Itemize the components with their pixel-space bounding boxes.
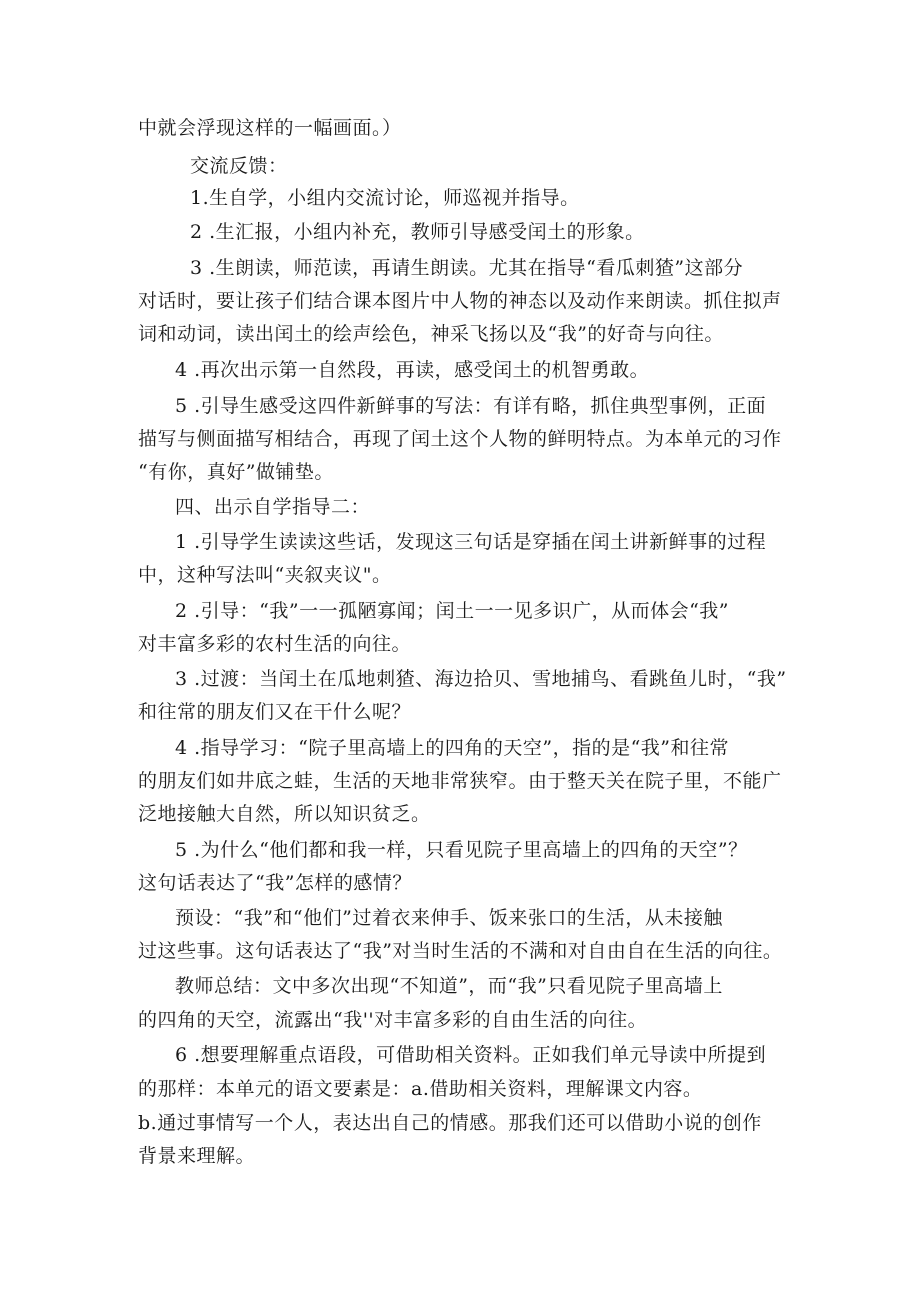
text-line: 过这些事。这句话表达了“我”对当时生活的不满和对自由自在生活的向往。 bbox=[138, 940, 783, 962]
text-line: 交流反馈： bbox=[190, 155, 288, 177]
text-line: 中，这种写法叫“夹叙夹议"。 bbox=[138, 564, 392, 586]
text-line: 对话时，要让孩子们结合课本图片中人物的神态以及动作来朗读。抓住拟声 bbox=[138, 290, 782, 312]
text-line: 1 .引导学生读读这些话，发现这三句话是穿插在闰土讲新鲜事的过程 bbox=[175, 531, 767, 553]
text-line: 预设：“我”和“他们”过着衣来伸手、饭来张口的生活，从未接触 bbox=[175, 907, 723, 929]
text-line: 的朋友们如井底之蛙，生活的天地非常狭窄。由于整天关在院子里，不能广 bbox=[138, 770, 782, 792]
text-line: 2 .生汇报，小组内补充，教师引导感受闰土的形象。 bbox=[190, 221, 645, 243]
text-line: 2 .引导：“我”一一孤陋寡闻；闰土一一见多识广，从而体会“我” bbox=[175, 600, 730, 622]
text-line: b.通过事情写一个人，表达出自己的情感。那我们还可以借助小说的创作 bbox=[138, 1112, 762, 1134]
text-line: 教师总结：文中多次出现“不知道”，而“我”只看见院子里高墙上 bbox=[175, 975, 723, 997]
section-heading: 四、出示自学指导二： bbox=[175, 496, 371, 518]
text-line: 的四角的天空，流露出“我''对丰富多彩的自由生活的向往。 bbox=[138, 1009, 648, 1031]
text-line: 描写与侧面描写相结合，再现了闰土这个人物的鲜明特点。为本单元的习作 bbox=[138, 428, 782, 450]
text-line: 的那样：本单元的语文要素是：a.借助相关资料，理解课文内容。 bbox=[138, 1078, 703, 1100]
text-line: 词和动词，读出闰土的绘声绘色，神采飞扬以及“我”的好奇与向往。 bbox=[138, 323, 724, 345]
text-line: 3 .过渡：当闰土在瓜地刺猹、海边拾贝、雪地捕鸟、看跳鱼儿时，“我” bbox=[175, 668, 787, 690]
text-line: 5 .为什么“他们都和我一样，只看见院子里高墙上的四角的天空”？ bbox=[175, 839, 748, 861]
text-line: 这句话表达了“我”怎样的感情？ bbox=[138, 872, 412, 894]
text-line: 中就会浮现这样的一幅画面。） bbox=[138, 117, 402, 139]
text-line: “有你，真好”做铺垫。 bbox=[138, 461, 334, 483]
text-line: 4 .再次出示第一自然段，再读，感受闰土的机智勇敢。 bbox=[175, 359, 650, 381]
text-line: 6 .想要理解重点语段，可借助相关资料。正如我们单元导读中所提到 bbox=[175, 1044, 767, 1066]
text-line: 1.生自学，小组内交流讨论，师巡视并指导。 bbox=[190, 187, 580, 209]
text-line: 5 .引导生感受这四件新鲜事的写法：有详有略，抓住典型事例，正面 bbox=[175, 395, 767, 417]
text-line: 3 .生朗读，师范读，再请生朗读。尤其在指导“看瓜刺猹”这部分 bbox=[190, 257, 744, 279]
text-line: 背景来理解。 bbox=[138, 1145, 256, 1167]
text-line: 泛地接触大自然，所以知识贫乏。 bbox=[138, 803, 431, 825]
text-line: 和往常的朋友们又在干什么呢？ bbox=[138, 701, 412, 723]
text-line: 对丰富多彩的农村生活的向往。 bbox=[138, 633, 412, 655]
text-line: 4 .指导学习：“院子里高墙上的四角的天空”，指的是“我”和往常 bbox=[175, 737, 730, 759]
